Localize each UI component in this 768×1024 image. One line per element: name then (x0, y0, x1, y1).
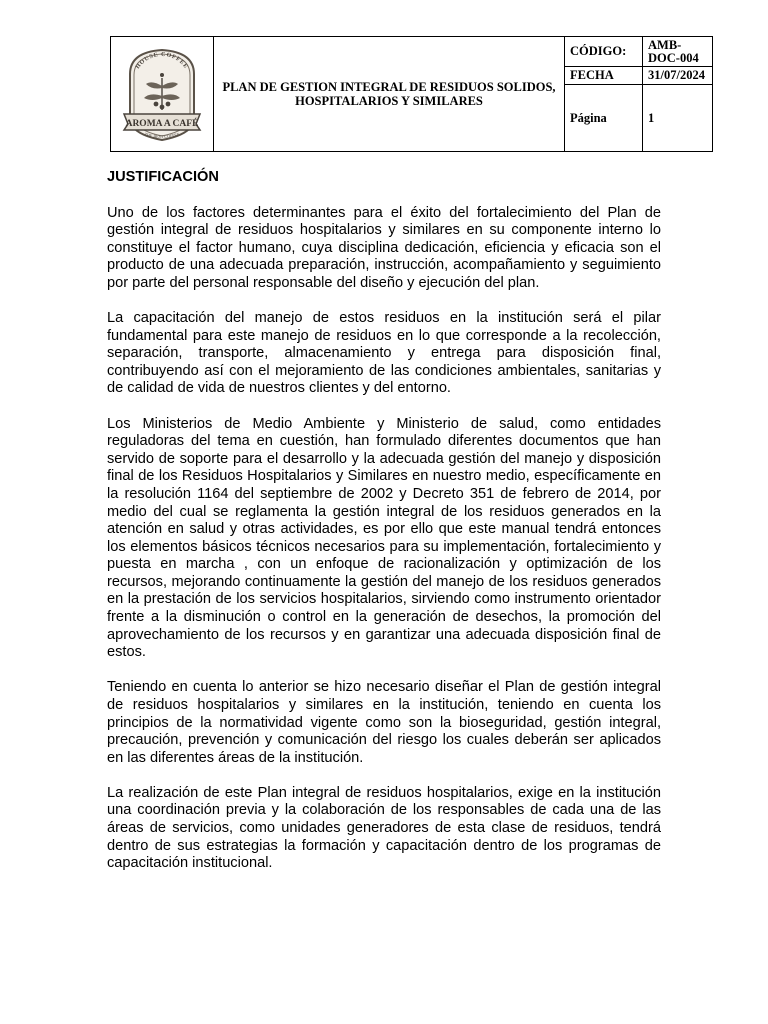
paragraph: La capacitación del manejo de estos residuos en la institución será el pilar fundamental para este manejo de residuos en lo que corresponde a la recolección, separación, transporte, almacenamiento y entrega para disposición final, contribuyendo así con el mejoramiento de las condiciones ambientales, sanitarias y de calidad de vida de nuestros clientes y del entorno. (107, 310, 661, 397)
paragraph: Los Ministerios de Medio Ambiente y Ministerio de salud, como entidades reguladoras del tema en cuestión, han formulado diferentes documentos que han servido de soporte para el desarrollo y la adecuada gestión del manejo y disposición final de los Residuos Hospitalarios y Similares en nuestro medio, específicamente en la resolución 1164 del septiembre de 2002 y Decreto 351 de febrero de 2014, por medio del cual se reglamenta la gestión integral de los residuos generados en la atención en salud y otras actividades, es por ello que este manual tendrá entonces los elementos básicos técnicos necesarios para su implementación, fortalecimiento y puesta en marcha , con un enfoque de racionalización y optimización de los recursos, mejorando continuamente la gestión del manejo de los residuos generados en la prestación de los servicios hospitalarios, sirviendo como instrumento orientador frente a la disminución o control en la generación de desechos, la promoción del aprovechamiento de los recursos y en garantizar una adecuada disposición final de estos. (107, 415, 661, 661)
svg-text:AROMA A CAFÉ: AROMA A CAFÉ (125, 119, 199, 129)
aroma-a-cafe-logo-icon (111, 44, 213, 144)
section-heading: JUSTIFICACIÓN (107, 169, 219, 185)
document-header-table (110, 36, 713, 152)
svg-text:THE BEST COFFEE: THE BEST COFFEE (143, 131, 181, 140)
paragraph: La realización de este Plan integral de residuos hospitalarios, exige en la institución una coordinación previa y la colaboración de los responsables de cada una de las áreas de servicios, como unidades generadores de esta clase de residuos, tendrá dentro de sus estrategias la formación y capacitación dentro de los programas de capacitación institucional. (107, 784, 661, 872)
pagina-value: 1 (643, 85, 713, 152)
document-title: PLAN DE GESTION INTEGRAL DE RESIDUOS SOLIDOS, HOSPITALARIOS Y SIMILARES (214, 37, 565, 152)
paragraph: Uno de los factores determinantes para el éxito del fortalecimiento del Plan de gestión integral de residuos hospitalarios y similares en su componente interno lo constituye el factor humano, cuya disciplina dedicación, eficiencia y eficacia son el producto de una adecuada preparación, instrucción, acompañamiento y seguimiento por parte del personal responsable del diseño y ejecución del plan. (107, 204, 661, 291)
svg-text:HOUSE COFFEE: HOUSE COFFEE (134, 51, 190, 71)
document-body (107, 165, 661, 890)
logo-cell (111, 37, 214, 152)
codigo-value: AMB-DOC-004 (643, 37, 713, 67)
codigo-label: CÓDIGO: (565, 37, 643, 67)
fecha-label: FECHA (565, 67, 643, 85)
pagina-label: Página (565, 85, 643, 152)
fecha-value: 31/07/2024 (643, 67, 713, 85)
paragraph: Teniendo en cuenta lo anterior se hizo necesario diseñar el Plan de gestión integral de residuos hospitalarios y similares en la institución, teniendo en cuenta los principios de la normatividad vigente como son la bioseguridad, gestión integral, precaución, prevención y comunicación del riesgo los cuales deberán ser aplicados en las diferentes áreas de la institución. (107, 679, 661, 766)
